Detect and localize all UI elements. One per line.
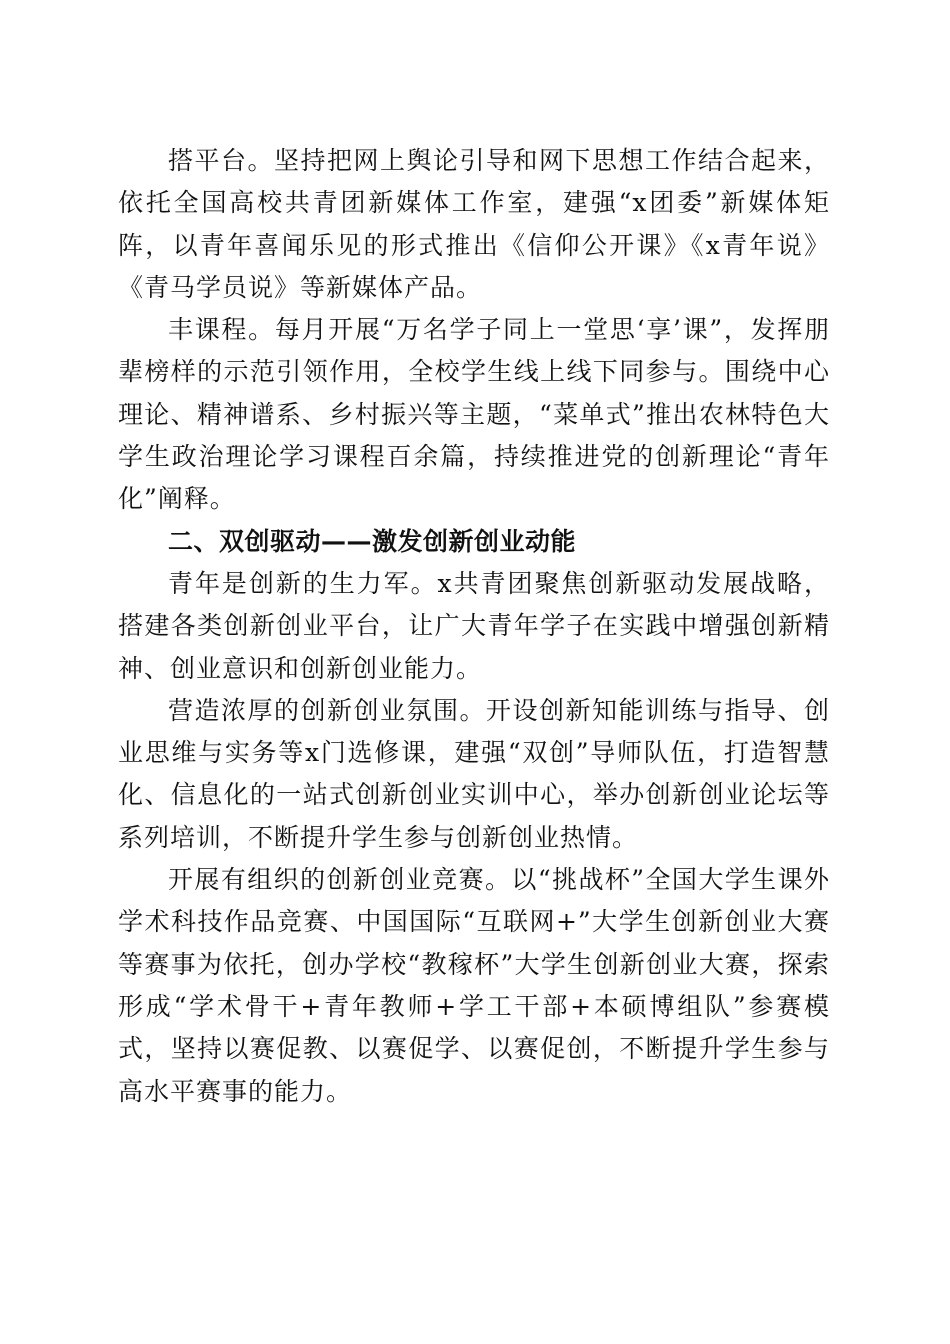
paragraph-youth-innovation: 青年是创新的生力军。x共青团聚焦创新驱动发展战略，搭建各类创新创业平台，让广大青年学子在实践中增强创新精神、创业意识和创新创业能力。 [118,568,830,683]
document-body [118,140,830,1113]
section-heading-innovation: 二、双创驱动——激发创新创业动能 [168,526,577,556]
paragraph-enrich-courses: 丰课程。每月开展“万名学子同上一堂思‘享’课”，发挥朋辈榜样的示范引领作用，全校学生线上线下同参与。围绕中心理论、精神谱系、乡村振兴等主题，“菜单式”推出农林特色大学生政治理论学习课程百余篇，持续推进党的创新理论“青年化”阐释。 [118,315,830,514]
paragraph-build-platform: 搭平台。坚持把网上舆论引导和网下思想工作结合起来，依托全国高校共青团新媒体工作室，建强“x团委”新媒体矩阵，以青年喜闻乐见的形式推出《信仰公开课》《x青年说》《青马学员说》等新媒体产品。 [118,146,830,302]
paragraph-innovation-competition: 开展有组织的创新创业竞赛。以“挑战杯”全国大学生课外学术科技作品竞赛、中国国际“互联网+”大学生创新创业大赛等赛事为依托，创办学校“教稼杯”大学生创新创业大赛，探索形成“学术骨干+青年教师+学工干部+本硕博组队”参赛模式，坚持以赛促教、以赛促学、以赛促创，不断提升学生参与高水平赛事的能力。 [118,865,830,1106]
paragraph-innovation-atmosphere: 营造浓厚的创新创业氛围。开设创新知能训练与指导、创业思维与实务等x门选修课，建强“双创”导师队伍，打造智慧化、信息化的一站式创新创业实训中心，举办创新创业论坛等系列培训，不断提升学生参与创新创业热情。 [118,695,830,852]
